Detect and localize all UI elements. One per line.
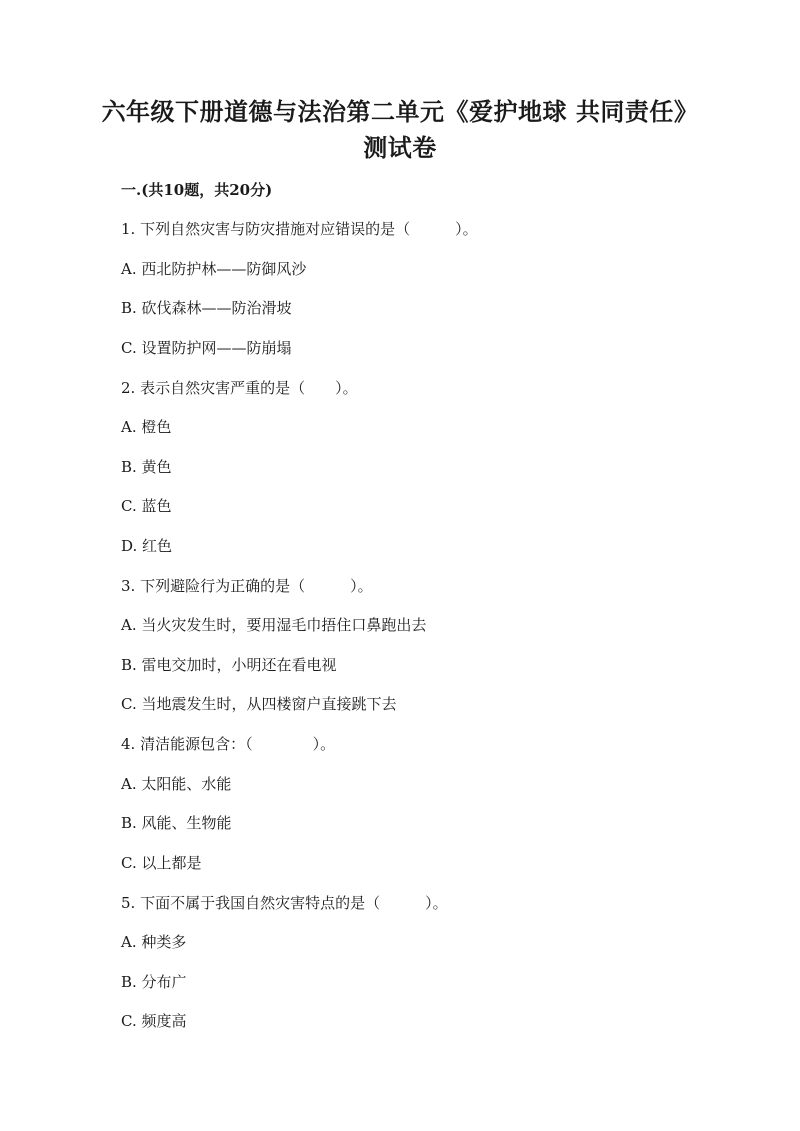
question-option: B. 砍伐森林——防治滑坡 [121,299,292,317]
question-stem: 2. 表示自然灾害严重的是（ ）。 [121,379,358,397]
question-option: A. 西北防护林——防御风沙 [121,260,307,278]
question-option: C. 以上都是 [121,854,202,872]
question-option: B. 雷电交加时，小明还在看电视 [121,656,337,674]
question-option: B. 黄色 [121,458,172,476]
question-option: C. 设置防护网——防崩塌 [121,339,292,357]
section-heading: 一.(共10题，共20分) [121,181,273,199]
question-option: C. 蓝色 [121,497,172,515]
page-title: 六年级下册道德与法治第二单元《爱护地球 共同责任》测试卷 [101,97,699,162]
question-option: A. 种类多 [121,933,187,951]
question-option: A. 当火灾发生时，要用湿毛巾捂住口鼻跑出去 [121,616,427,634]
question-option: D. 红色 [121,537,173,555]
question-option: B. 风能、生物能 [121,814,232,832]
question-stem: 5. 下面不属于我国自然灾害特点的是（ ）。 [121,894,448,912]
question-stem: 1. 下列自然灾害与防灾措施对应错误的是（ ）。 [121,220,478,238]
question-option: A. 橙色 [121,418,172,436]
question-option: A. 太阳能、水能 [121,775,232,793]
question-option: C. 当地震发生时，从四楼窗户直接跳下去 [121,695,397,713]
question-stem: 3. 下列避险行为正确的是（ ）。 [121,577,373,595]
question-option: C. 频度高 [121,1012,187,1030]
question-option: B. 分布广 [121,973,187,991]
question-stem: 4. 清洁能源包含：（ ）。 [121,735,336,753]
